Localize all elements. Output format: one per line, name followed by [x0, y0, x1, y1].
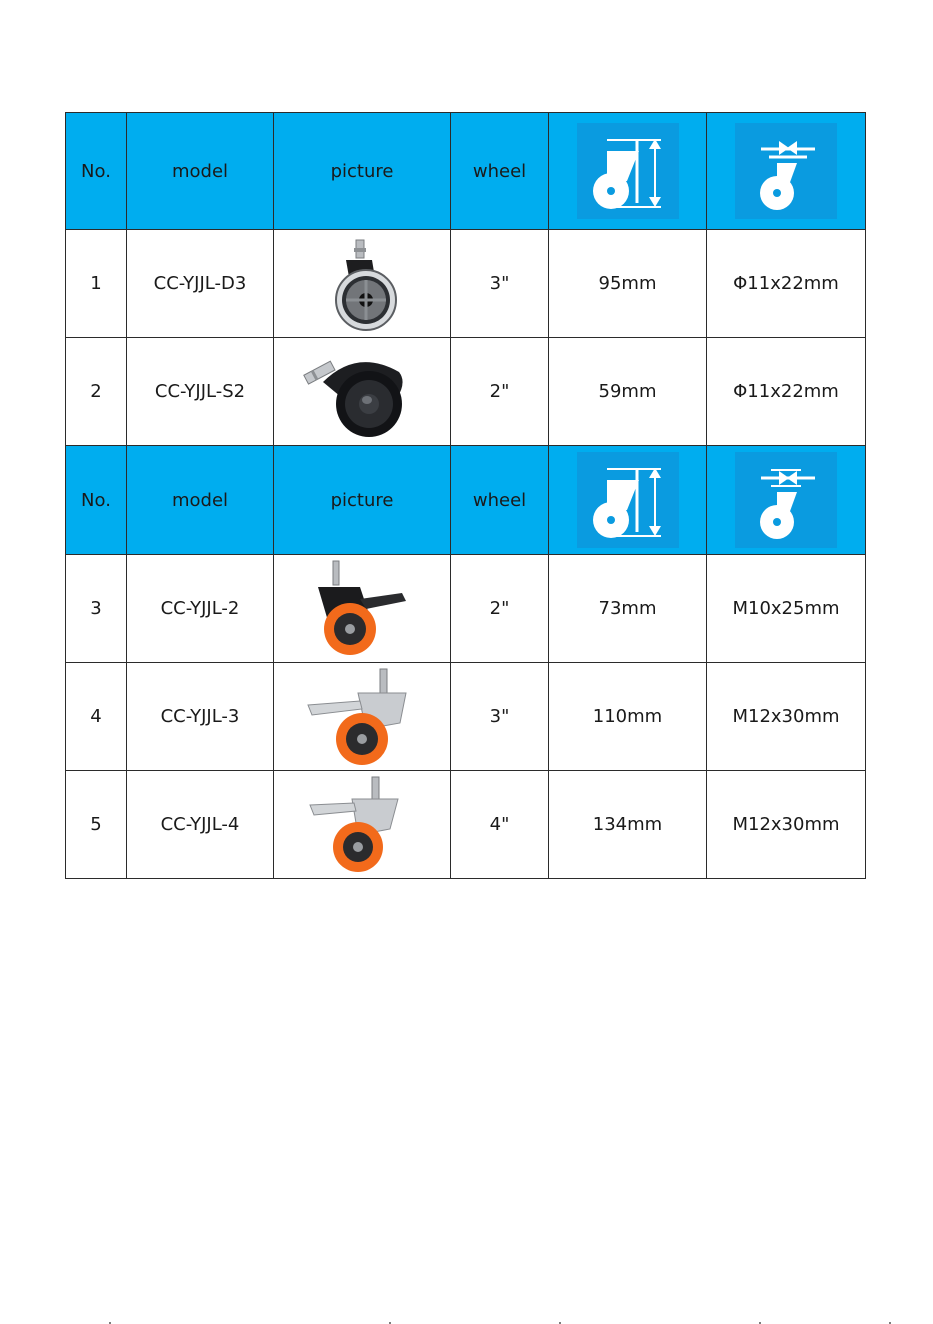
- row-wheel: 4": [451, 771, 549, 879]
- header-wheel: wheel: [451, 446, 549, 555]
- page-edge-dots: [0, 1320, 933, 1324]
- row-wheel: 3": [451, 663, 549, 771]
- row-model: CC-YJJL-3: [127, 663, 274, 771]
- header-wheel: wheel: [451, 113, 549, 230]
- row-fitting: Φ11x22mm: [707, 230, 866, 338]
- row-height: 59mm: [549, 338, 707, 446]
- row-height: 95mm: [549, 230, 707, 338]
- row-wheel: 2": [451, 555, 549, 663]
- row-picture: [274, 663, 451, 771]
- header-no: No.: [66, 113, 127, 230]
- header-height: [549, 113, 707, 230]
- row-picture: [274, 230, 451, 338]
- row-height: 110mm: [549, 663, 707, 771]
- row-fitting: M12x30mm: [707, 663, 866, 771]
- table-row: [66, 663, 866, 771]
- stem-fitting-icon: [735, 123, 837, 219]
- row-model: CC-YJJL-D3: [127, 230, 274, 338]
- header-model: model: [127, 113, 274, 230]
- row-model: CC-YJJL-4: [127, 771, 274, 879]
- row-wheel: 3": [451, 230, 549, 338]
- row-height: 134mm: [549, 771, 707, 879]
- table-row: [66, 771, 866, 879]
- threaded-stem-fitting-icon: [735, 452, 837, 548]
- table-row: [66, 555, 866, 663]
- row-no: 2: [66, 338, 127, 446]
- header-row: [66, 113, 866, 230]
- header-picture: picture: [274, 113, 451, 230]
- overall-height-icon: [577, 452, 679, 548]
- row-fitting: M10x25mm: [707, 555, 866, 663]
- row-model: CC-YJJL-2: [127, 555, 274, 663]
- row-picture: [274, 771, 451, 879]
- row-no: 1: [66, 230, 127, 338]
- table-row: [66, 230, 866, 338]
- header-model: model: [127, 446, 274, 555]
- row-fitting: M12x30mm: [707, 771, 866, 879]
- table-row: [66, 338, 866, 446]
- header-fitting: [707, 113, 866, 230]
- row-picture: [274, 338, 451, 446]
- row-model: CC-YJJL-S2: [127, 338, 274, 446]
- row-no: 4: [66, 663, 127, 771]
- header-fitting: [707, 446, 866, 555]
- threaded-stem-brake-caster-image: [302, 559, 422, 659]
- row-wheel: 2": [451, 338, 549, 446]
- threaded-stem-brake-caster-image: [302, 667, 422, 767]
- header-height: [549, 446, 707, 555]
- row-fitting: Φ11x22mm: [707, 338, 866, 446]
- caster-spec-table: [65, 112, 866, 879]
- overall-height-icon: [577, 123, 679, 219]
- hooded-grip-ring-caster-image: [287, 342, 437, 442]
- row-height: 73mm: [549, 555, 707, 663]
- threaded-stem-brake-caster-image: [302, 775, 422, 875]
- row-no: 3: [66, 555, 127, 663]
- row-no: 5: [66, 771, 127, 879]
- grip-ring-stem-caster-image: [302, 234, 422, 334]
- header-picture: picture: [274, 446, 451, 555]
- header-no: No.: [66, 446, 127, 555]
- row-picture: [274, 555, 451, 663]
- header-row: [66, 446, 866, 555]
